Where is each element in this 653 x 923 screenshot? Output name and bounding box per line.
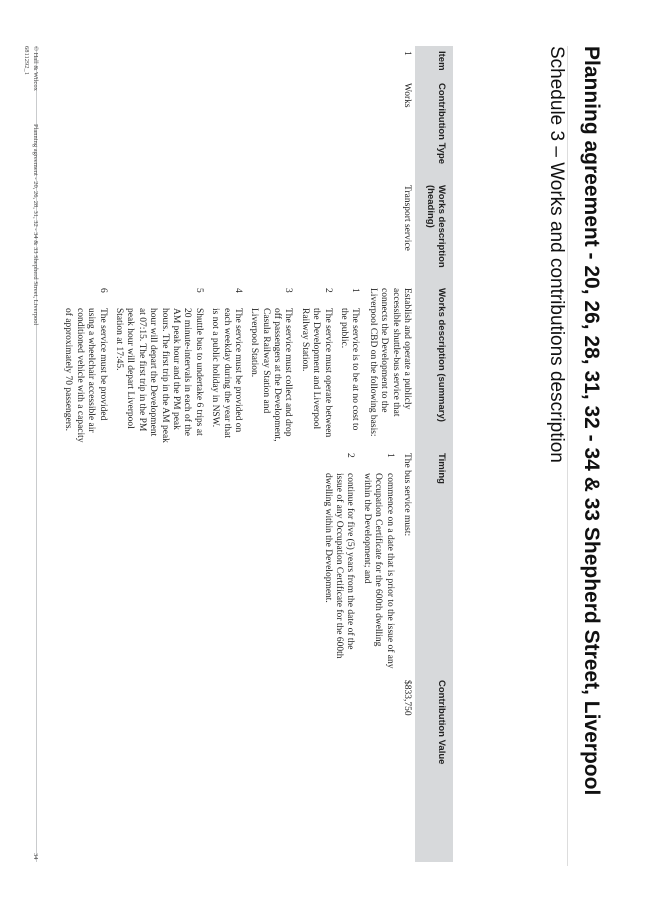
list-number: 6	[97, 288, 108, 293]
cell-works-summary	[37, 283, 415, 448]
list-text: The service is to be at no cost to the public.	[339, 308, 361, 431]
table-row	[37, 46, 415, 862]
list-number: 1	[384, 453, 395, 458]
cell-contribution-type: Works	[37, 78, 415, 180]
works-contributions-table	[36, 46, 453, 862]
timing-list	[321, 453, 394, 670]
list-number: 1	[350, 288, 361, 293]
list-number: 4	[232, 288, 243, 293]
summary-intro: Establish and operate a publicly accessible shuttle-bus service that connects the Development to the Liverpool CBD on the following basis:	[367, 288, 412, 437]
list-item	[360, 453, 394, 670]
header-item: Item	[415, 46, 453, 78]
list-item	[298, 288, 332, 443]
table-header-row	[415, 46, 453, 862]
footer-copyright: © Hall & Wilcox	[32, 46, 39, 91]
header-works-heading: Works description (heading)	[415, 180, 453, 283]
list-number: 2	[345, 453, 356, 458]
schedule-heading: Schedule 3 – Works and contributions description	[546, 46, 567, 463]
list-item	[338, 288, 361, 443]
header-contribution-type: Contribution Type	[415, 78, 453, 180]
cell-timing	[37, 448, 415, 675]
footer-page-number: 34	[32, 853, 39, 860]
list-number: 3	[283, 288, 294, 293]
cell-contribution-value: $833,750	[37, 675, 415, 862]
cell-works-heading: Transport service	[37, 180, 415, 283]
list-text: commence on a date that is prior to the issue of any Occupation Certificate for the 600th dwelling within the Development; and	[361, 473, 395, 669]
page-title: Planning agreement - 20, 26, 28, 31, 32 - 34 & 33 Shepherd Street, Liverpool	[580, 46, 603, 796]
list-text: continue for five (5) years from the date of the issue of any Occupation Certificate for the 600th dwelling within the Development.	[322, 473, 356, 659]
list-item	[248, 288, 294, 443]
header-contribution-value: Contribution Value	[415, 675, 453, 862]
footer-reference: 6811292_1	[23, 46, 30, 76]
timing-intro: The bus service must:	[402, 453, 412, 537]
list-item	[209, 288, 243, 443]
header-timing: Timing	[415, 448, 453, 675]
list-text: The service must be provided using a wheelchair accessible air conditioned vehicle with a capacity of approximately 70 passengers.	[63, 308, 108, 443]
list-item	[62, 288, 108, 443]
list-text: Shuttle bus to undertake 6 trips at 20 minute-intervals in each of the AM peak hour and the PM peak hours. The first trip in the AM peak hour will depart the Development at 07:15. The first trip in the PM peak hour will depart Liverpool Station at 17:45.	[114, 308, 204, 443]
list-text: The service must operate between the Development and Liverpool Railway Station.	[299, 308, 333, 438]
summary-list	[62, 288, 360, 443]
title-divider	[567, 46, 568, 866]
header-works-summary: Works description (summary)	[415, 283, 453, 448]
list-item	[113, 288, 204, 443]
footer-document-title: Planning agreement - 20, 26, 28, 31, 32 - 34 & 33 Shepherd Street, Liverpool	[32, 124, 39, 326]
list-number: 2	[322, 288, 333, 293]
list-item	[321, 453, 355, 670]
cell-item: 1	[37, 46, 415, 78]
list-text: The service must be provided on each weekday during the year that is not a public holiday in NSW.	[210, 308, 243, 439]
list-number: 5	[193, 288, 204, 293]
list-text: The service must collect and drop off passengers at the Development, Casula Railway Station and Liverpool Station.	[249, 308, 294, 442]
